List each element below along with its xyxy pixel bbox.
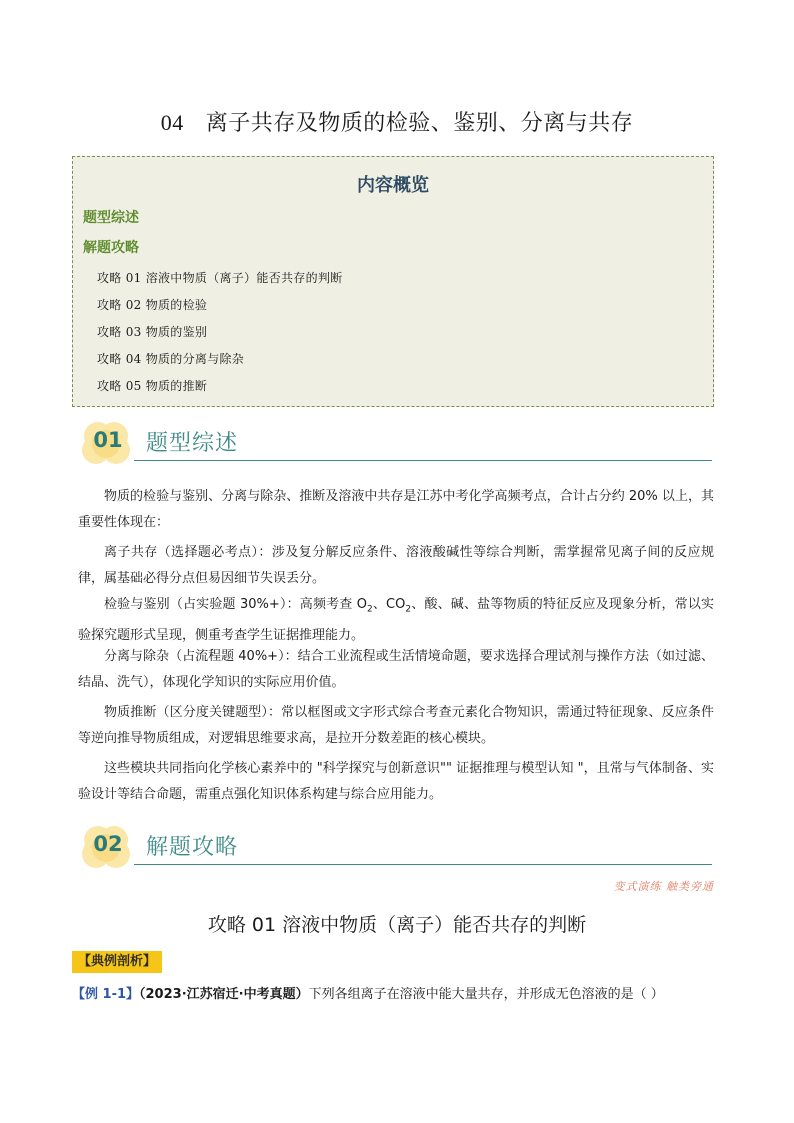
- example-text: 下列各组离子在溶液中能大量共存，并形成无色溶液的是（ ）: [308, 987, 664, 1002]
- example-source: （2023·江苏宿迁·中考真题）: [139, 987, 309, 1002]
- paragraph-detection: 检验与鉴别（占实验题 30%+）：高频考查 $O_2$、$CO_2$、酸、碱、盐等物质的特征反应及现象分析，常以实验探究题形式呈现，侧重考查学生证据推理能力。: [78, 597, 714, 643]
- doc-number: 04: [160, 110, 184, 135]
- example-analysis-tag: 【典例剖析】: [72, 951, 162, 973]
- overview-section-1[interactable]: 题型综述: [83, 210, 139, 226]
- overview-item-3[interactable]: 攻略 03 物质的鉴别: [97, 325, 208, 339]
- overview-item-5[interactable]: 攻略 05 物质的推断: [97, 379, 208, 393]
- section-01-header: [78, 418, 714, 468]
- paragraph-separation: 分离与除杂（占流程题 40%+）：结合工业流程或生活情境命题，要求选择合理试剂与操作方法（如过滤、结晶、洗气），体现化学知识的实际应用价值。: [78, 649, 714, 690]
- overview-section-2[interactable]: 解题攻略: [83, 240, 139, 256]
- doc-title: 离子共存及物质的检验、鉴别、分离与共存: [205, 111, 634, 136]
- section-number: 02: [93, 832, 123, 856]
- practice-tag: 变式演练 触类旁通: [613, 880, 714, 893]
- section-number: 01: [93, 428, 123, 452]
- paragraph-summary: 这些模块共同指向化学核心素养中的 "科学探究与创新意识"" 证据推理与模型认知 "，且常与气体制备、实验设计等结合命题，需重点强化知识体系构建与综合应用能力。: [78, 761, 714, 802]
- example-label: 【例 1-1】: [72, 987, 140, 1002]
- example-question: [72, 983, 664, 1002]
- paragraph-intro: 物质的检验与鉴别、分离与除杂、推断及溶液中共存是江苏中考化学高频考点，合计占分约 20% 以上，其重要性体现在：: [78, 489, 714, 530]
- overview-box: [72, 156, 714, 407]
- section-label: 解题攻略: [146, 835, 239, 860]
- section-rule: [134, 864, 712, 865]
- overview-item-2[interactable]: 攻略 02 物质的检验: [97, 298, 208, 312]
- overview-item-4[interactable]: 攻略 04 物质的分离与除杂: [97, 352, 245, 366]
- overview-title: 内容概览: [357, 175, 429, 196]
- paragraph-ion-coexist: 离子共存（选择题必考点）：涉及复分解反应条件、溶液酸碱性等综合判断，需掌握常见离子间的反应规律，属基础必得分点但易因细节失误丢分。: [78, 545, 714, 586]
- strategy-title: 攻略 01 溶液中物质（离子）能否共存的判断: [207, 914, 587, 936]
- page-title: [0, 106, 794, 137]
- paragraph-inference: 物质推断（区分度关键题型）：常以框图或文字形式综合考查元素化合物知识，需通过特征现象、反应条件等逆向推导物质组成，对逻辑思维要求高，是拉开分数差距的核心模块。: [78, 705, 714, 746]
- overview-item-1[interactable]: 攻略 01 溶液中物质（离子）能否共存的判断: [97, 271, 343, 285]
- section-02-header: [78, 822, 714, 872]
- section-label: 题型综述: [146, 431, 239, 456]
- section-rule: [134, 460, 712, 461]
